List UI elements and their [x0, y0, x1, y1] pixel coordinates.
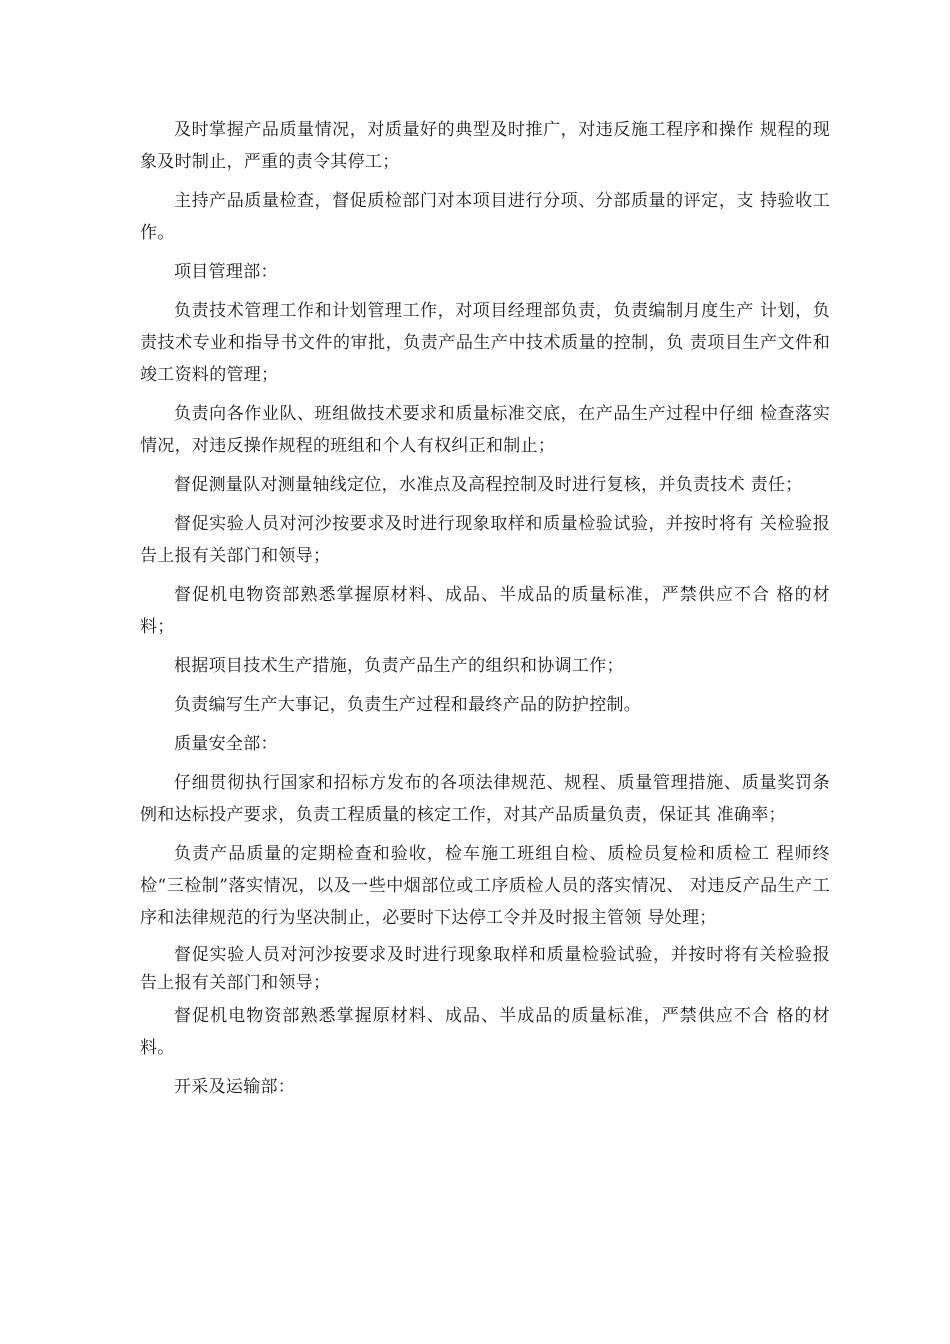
paragraph-periodic-inspection: 负责产品质量的定期检查和验收，检车施工班组自检、质检员复检和质检工 程师终检“三检制”落实情况，以及一些中烟部位或工序质检人员的落实情况、 对违反产品生产工序和法律规范的行为坚决制止，必要时下达停工令并及时报主管领 导处理； — [140, 844, 830, 928]
paragraph-quality-inspection: 主持产品质量检查，督促质检部门对本项目进行分项、分部质量的评定，支 持验收工作。 — [140, 191, 830, 243]
paragraph-sand-testing-repeat: 督促实验人员对河沙按要求及时进行现象取样和质量检验试验，并按时将有关检验报告上报有关部门和领导； — [140, 945, 830, 993]
section-heading-mining-transport: 开采及运输部： — [174, 1077, 296, 1097]
section-heading-project-management: 项目管理部： — [174, 262, 278, 282]
paragraph-briefing: 负责向各作业队、班组做技术要求和质量标准交底，在产品生产过程中仔细 检查落实情况，对违反操作规程的班组和个人有权纠正和制止； — [140, 404, 830, 456]
paragraph-material-standards-repeat: 督促机电物资部熟悉掌握原材料、成品、半成品的质量标准，严禁供应不合 格的材料。 — [140, 1006, 830, 1058]
paragraph-material-standards: 督促机电物资部熟悉掌握原材料、成品、半成品的质量标准，严禁供应不合 格的材料； — [140, 585, 830, 637]
section-heading-quality-safety: 质量安全部： — [174, 734, 278, 754]
document-body — [140, 114, 830, 1110]
paragraph-production-coordination: 根据项目技术生产措施，负责产品生产的组织和协调工作； — [174, 656, 624, 676]
paragraph-regulations: 仔细贯彻执行国家和招标方发布的各项法律规范、规程、质量管理措施、质量奖罚条例和达标投产要求，负责工程质量的核定工作，对其产品质量负责，保证其 准确率； — [140, 773, 830, 825]
paragraph-technical-management: 负责技术管理工作和计划管理工作，对项目经理部负责，负责编制月度生产 计划，负责技术专业和指导书文件的审批，负责产品生产中技术质量的控制，负 责项目生产文件和竣工资料的管理； — [140, 301, 830, 385]
paragraph-survey-review: 督促测量队对测量轴线定位，水准点及高程控制及时进行复核，并负责技术 责任； — [174, 475, 803, 495]
paragraph-production-log: 负责编写生产大事记，负责生产过程和最终产品的防护控制。 — [174, 695, 642, 715]
paragraph-quality-control: 及时掌握产品质量情况，对质量好的典型及时推广，对违反施工程序和操作 规程的现象及时制止，严重的责令其停工； — [140, 120, 830, 172]
paragraph-sand-testing: 督促实验人员对河沙按要求及时进行现象取样和质量检验试验，并按时将有 关检验报告上报有关部门和领导； — [140, 514, 830, 566]
